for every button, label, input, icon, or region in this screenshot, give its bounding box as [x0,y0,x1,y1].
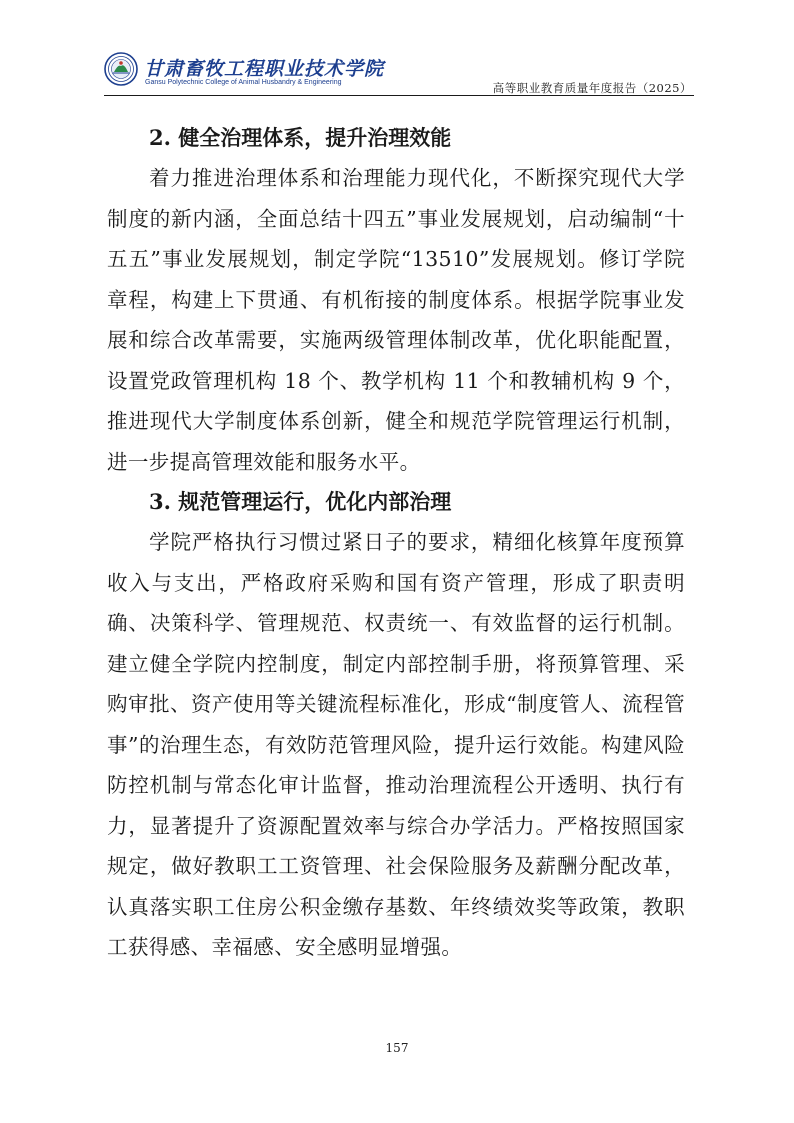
document-body [107,118,685,968]
section-heading-management-operation: 3. 规范管理运行，优化内部治理 [149,489,452,514]
school-name-en: Gansu Polytechnic College of Animal Husbandry & Engineering [145,79,342,86]
section-paragraph-governance-system: 着力推进治理体系和治理能力现代化，不断探究现代大学制度的新内涵，全面总结十四五”事业发展规划，启动编制“十五五”事业发展规划，制定学院“13510”发展规划。修订学院章程，构建上下贯通、有机衔接的制度体系。根据学院事业发展和综合改革需要，实施两级管理体制改革，优化职能配置，设置党政管理机构 18 个、教学机构 11 个和教辅机构 9 个，推进现代大学制度体系创新，健全和规范学院管理运行机制，进一步提高管理效能和服务水平。 [107,166,685,474]
college-emblem-icon [104,52,138,86]
page-number: 157 [385,1041,409,1055]
section-heading-governance-system: 2. 健全治理体系，提升治理效能 [149,125,452,150]
section-paragraph-management-operation: 学院严格执行习惯过紧日子的要求，精细化核算年度预算收入与支出，严格政府采购和国有资产管理，形成了职责明确、决策科学、管理规范、权责统一、有效监督的运行机制。建立健全学院内控制度，制定内部控制手册，将预算管理、采购审批、资产使用等关键流程标准化，形成“制度管人、流程管事”的治理生态，有效防范管理风险，提升运行效能。构建风险防控机制与常态化审计监督，推动治理流程公开透明、执行有力，显著提升了资源配置效率与综合办学活力。严格按照国家规定，做好教职工工资管理、社会保险服务及薪酬分配改革，认真落实职工住房公积金缴存基数、年终绩效奖等政策，教职工获得感、幸福感、安全感明显增强。 [107,530,685,959]
page-header [104,48,694,96]
school-name-cn: 甘肃畜牧工程职业技术学院 [144,58,385,80]
header-divider [104,95,694,96]
report-title: 高等职业教育质量年度报告（2025） [492,81,692,95]
